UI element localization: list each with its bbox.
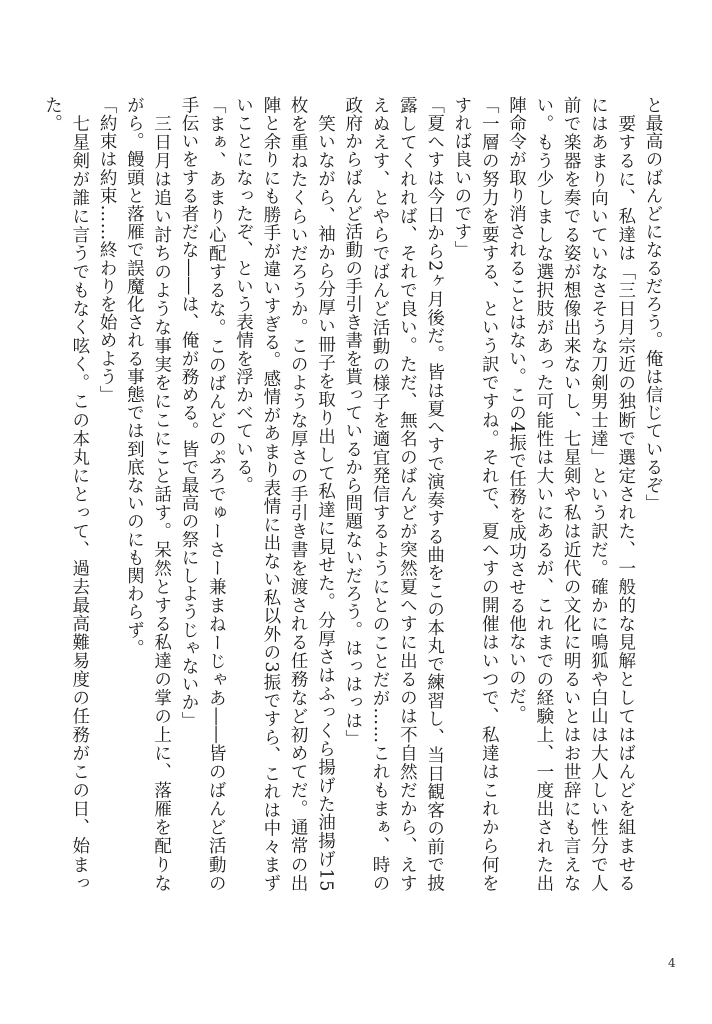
paragraph-1: と最高のばんどになるだろう。俺は信じているぞ」 bbox=[643, 96, 663, 513]
vertical-text-body bbox=[42, 96, 666, 892]
paragraph-5: 笑いながら、袖から分厚い冊子を取り出して私達に見せた。分厚さはふっくら揚げた油揚げ15枚を重ねたくらいだろうか。このような厚さの手引き書を渡される任務など初めてだ。通常の出陣と余りにも勝手が違いすぎる。感情があまり表情に出ない私以外の3振ですら、これは中々まずいことになったぞ、という表情を浮かべている。 bbox=[233, 96, 336, 892]
paragraph-2: 要するに、私達は「三日月宗近の独断で選定された、一般的な見解としてはばんどを組ませるにはあまり向いていなさそうな刀剣男士達」という訳だ。確かに鳴狐や白山は大人しい性分で人前で楽器を奏でる姿が想像出来ないし、七星剣や私は近代の文化に明るいとはお世辞にも言えない。もう少しましな選択肢があった可能性は大いにあるが、これまでの経験上、一度出された出陣命令が取り消されることはない。この4振で任務を成功させる他ないのだ。 bbox=[506, 96, 636, 892]
page-number: 4 bbox=[668, 956, 676, 970]
paragraph-6: 「まぁ、あまり心配するな。このばんどのぷろでゅーさー兼まねーじゃあ――皆のばんど活動の手伝いをする者だな――は、俺が務める。皆で最高の祭にしようじゃないか」 bbox=[178, 96, 227, 892]
paragraph-3: 「一層の努力を要する、という訳ですね。それで、夏へすの開催はいつで、私達はこれから何をすれば良いのです」 bbox=[451, 96, 500, 892]
paragraph-9: 七星剣が誰に言うでもなく呟く。この本丸にとって、過去最高難易度の任務がこの日、始まった。 bbox=[42, 96, 90, 892]
paragraph-8: 「約束は約束……終わりを始めよう」 bbox=[97, 96, 118, 404]
paragraph-7: 三日月は追い討ちのような事実をにこにこと話す。呆然とする私達の掌の上に、落雁を配りながら。饅頭と落雁で誤魔化される事態では到底ないのにも関わらず。 bbox=[124, 96, 172, 892]
paragraph-4: 「夏へすは今日から2ヶ月後だ。皆は夏へすで演奏する曲をこの本丸で練習し、当日観客の前で披露してくれれば、それで良い。ただ、無名のばんどが突然夏へすに出るのは不自然だから、えすえぬえす、とやらでばんど活動の様子を適宜発信するようにとのことだが……これもまぁ、時の政府からばんど活動の手引き書を貰っているから問題ないだろう。はっはっは」 bbox=[342, 96, 445, 892]
